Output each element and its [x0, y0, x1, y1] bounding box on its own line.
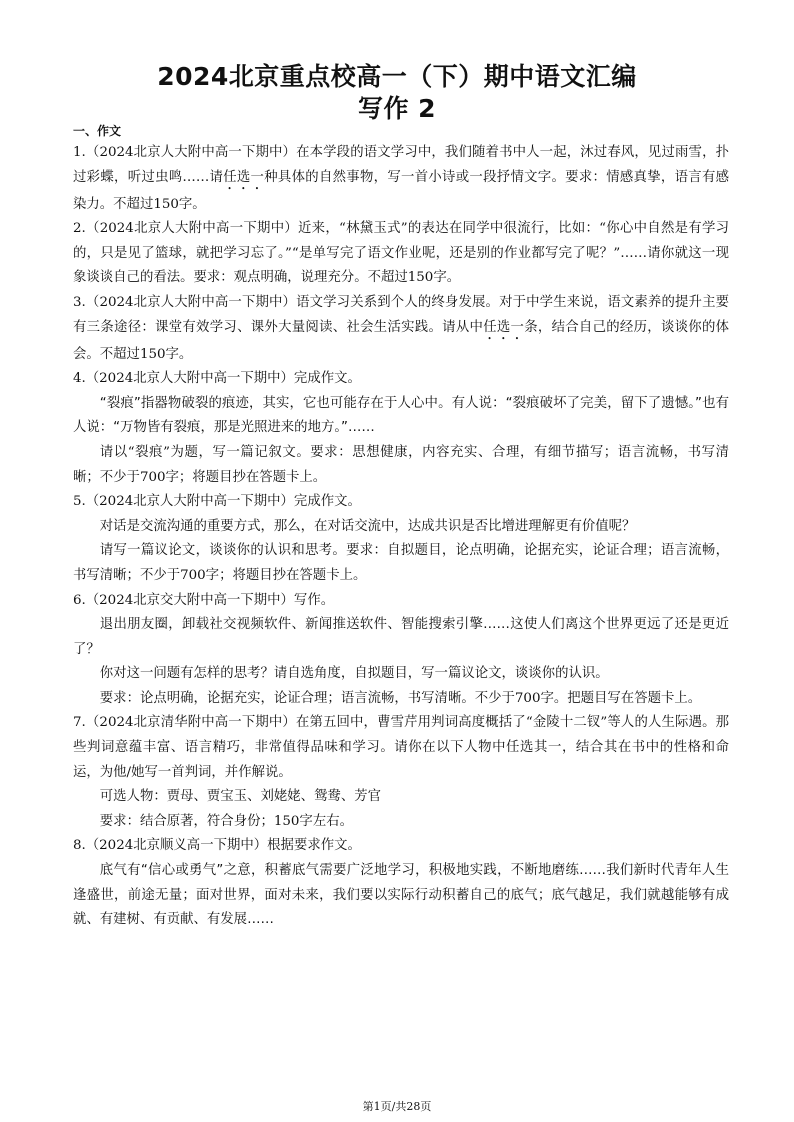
question-8-prompt: 8.（2024北京顺义高一下期中）根据要求作文。 [73, 838, 361, 854]
question-1-prompt: 1.（2024北京人大附中高一下期中）在本学段的语文学习中，我们随着书中人一起，沐过春风，见过雨雪，扑过彩蝶，听过虫鸣……请任选一种具体的自然事物，写一首小诗或一段抒情文字。要求：情感真挚，语言有感染力。不超过150字。 [73, 145, 730, 212]
document-subtitle: 写作 2 [357, 94, 437, 123]
question-4-material: “裂痕”指器物破裂的痕迹，其实，它也可能存在于人心中。有人说：“裂痕破坏了完美，留下了遗憾。”也有人说：“万物皆有裂痕，那是光照进来的地方。”…… [73, 395, 729, 436]
question-2 [73, 217, 729, 291]
question-7-prompt: 7.（2024北京清华附中高一下期中）在第五回中，曹雪芹用判词高度概括了“金陵十二钗”等人的人生际遇。那些判词意蕴丰富、语言精巧，非常值得品味和学习。请你在以下人物中任选其一，结合其在书中的性格和命运，为他/她写一首判词，并作解说。 [73, 715, 729, 780]
question-8-material: 底气有“信心或勇气”之意，积蓄底气需要广泛地学习，积极地实践，不断地磨练……我们新时代青年人生逢盛世，前途无量；面对世界，面对未来，我们要以实际行动积蓄自己的底气；底气越足，我们就越能够有成就、有建树、有贡献、有发展…… [73, 863, 729, 928]
page-number: 第1页/共28页 [362, 1100, 432, 1113]
question-6 [73, 589, 729, 712]
question-7 [73, 711, 729, 834]
question-5 [73, 490, 729, 588]
document-title: 2024北京重点校高一（下）期中语文汇编 [157, 62, 637, 91]
question-2-prompt: 2.（2024北京人大附中高一下期中）近来，“林黛玉式”的表达在同学中很流行，比如：“你心中自然是有学习的，只是见了篮球，就把学习忘了。”“是单写完了语文作业呢，还是别的作业都写完了呢？”……请你就这一现象谈谈自己的看法。要求：观点明确，说理充分。不超过150字。 [73, 221, 729, 286]
questions-list [73, 141, 729, 933]
question-6-prompt: 6.（2024北京交大附中高一下期中）写作。 [73, 592, 335, 608]
question-6-material: 退出朋友圈，卸载社交视频软件、新闻推送软件、智能搜索引擎……这使人们离这个世界更远了还是更近了？ [73, 617, 729, 657]
question-7-options: 可选人物：贾母、贾宝玉、刘姥姥、鸳鸯、芳官 [99, 789, 381, 805]
question-5-material: 对话是交流沟通的重要方式，那么，在对话交流中，达成共识是否比增进理解更有价值呢？ [99, 518, 636, 534]
question-3 [73, 291, 729, 367]
question-8 [73, 834, 729, 932]
emphasis-text: 任选一 [483, 319, 525, 335]
question-6-requirement-detail: 要求：论点明确，论据充实，论证合理；语言流畅，书写清晰。不少于700字。把题目写在答题卡上。 [99, 690, 702, 706]
question-4 [73, 367, 729, 490]
section-heading: 一、作文 [73, 124, 122, 138]
question-5-prompt: 5.（2024北京人大附中高一下期中）完成作文。 [73, 494, 361, 510]
question-5-requirement: 请写一篇议论文，谈谈你的认识和思考。要求：自拟题目，论点明确，论据充实，论证合理；语言流畅，书写清晰；不少于700字；将题目抄在答题卡上。 [73, 543, 729, 583]
question-6-requirement: 你对这一问题有怎样的思考？请自选角度，自拟题目，写一篇议论文，谈谈你的认识。 [99, 666, 609, 682]
emphasis-text: 任选一 [223, 169, 265, 185]
question-4-prompt: 4.（2024北京人大附中高一下期中）完成作文。 [73, 371, 361, 387]
question-7-requirement: 要求：结合原著，符合身份；150字左右。 [99, 813, 353, 829]
question-3-prompt: 3.（2024北京人大附中高一下期中）语文学习关系到个人的终身发展。对于中学生来说，语文素养的提升主要有三条途径：课堂有效学习、课外大量阅读、社会生活实践。请从中任选一条，结合自己的经历，谈谈你的体会。不超过150字。 [73, 294, 730, 362]
question-4-requirement: 请以“裂痕”为题，写一篇记叙文。要求：思想健康，内容充实、合理，有细节描写；语言流畅，书写清晰；不少于700字；将题目抄在答题卡上。 [73, 444, 729, 485]
question-1 [73, 141, 729, 217]
